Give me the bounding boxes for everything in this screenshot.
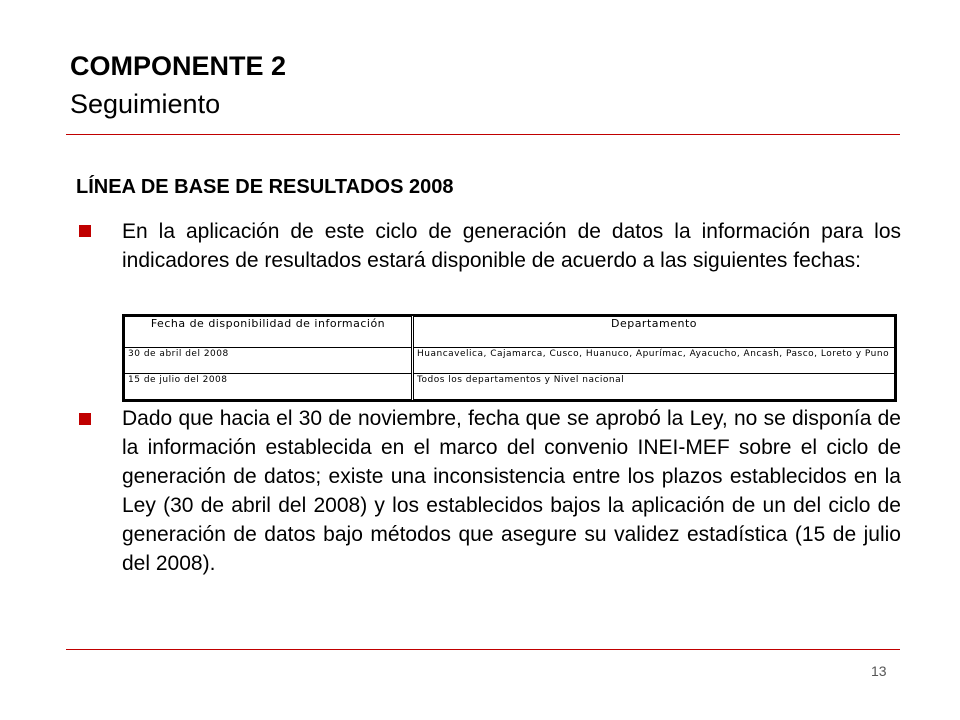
table-cell-department: Huancavelica, Cajamarca, Cusco, Huanuco, Apurímac, Ayacucho, Ancash, Pasco, Loreto y Puno [413,348,895,374]
availability-table [122,314,897,402]
bullet-marker-icon [79,413,91,425]
top-divider [66,134,900,135]
table-cell-date: 15 de julio del 2008 [125,374,413,400]
table-header-department: Departamento [413,317,895,348]
bullet-marker-icon [79,225,91,237]
section-heading: LÍNEA DE BASE DE RESULTADOS 2008 [76,176,454,198]
bullet-paragraph-1: En la aplicación de este ciclo de generación de datos la información para los indicadores de resultados estará disponible de acuerdo a las siguientes fechas: [122,220,901,272]
table-header-date: Fecha de disponibilidad de información [125,317,413,348]
slide-subtitle: Seguimiento [70,89,221,119]
table-cell-department: Todos los departamentos y Nivel nacional [413,374,895,400]
slide-title: COMPONENTE 2 [70,51,287,81]
table-row [125,348,895,374]
bottom-divider [66,649,900,650]
table-header-row [125,317,895,348]
bullet-paragraph-2: Dado que hacia el 30 de noviembre, fecha que se aprobó la Ley, no se disponía de la información establecida en el marco del convenio INEI-MEF sobre el ciclo de generación de datos; existe una inconsistencia entre los plazos establecidos en la Ley (30 de abril del 2008) y los establecidos bajos la aplicación de un del ciclo de generación de datos bajo métodos que asegure su validez estadística (15 de julio del 2008). [122,407,901,575]
page-number: 13 [871,663,887,679]
table-cell-date: 30 de abril del 2008 [125,348,413,374]
table-row [125,374,895,400]
